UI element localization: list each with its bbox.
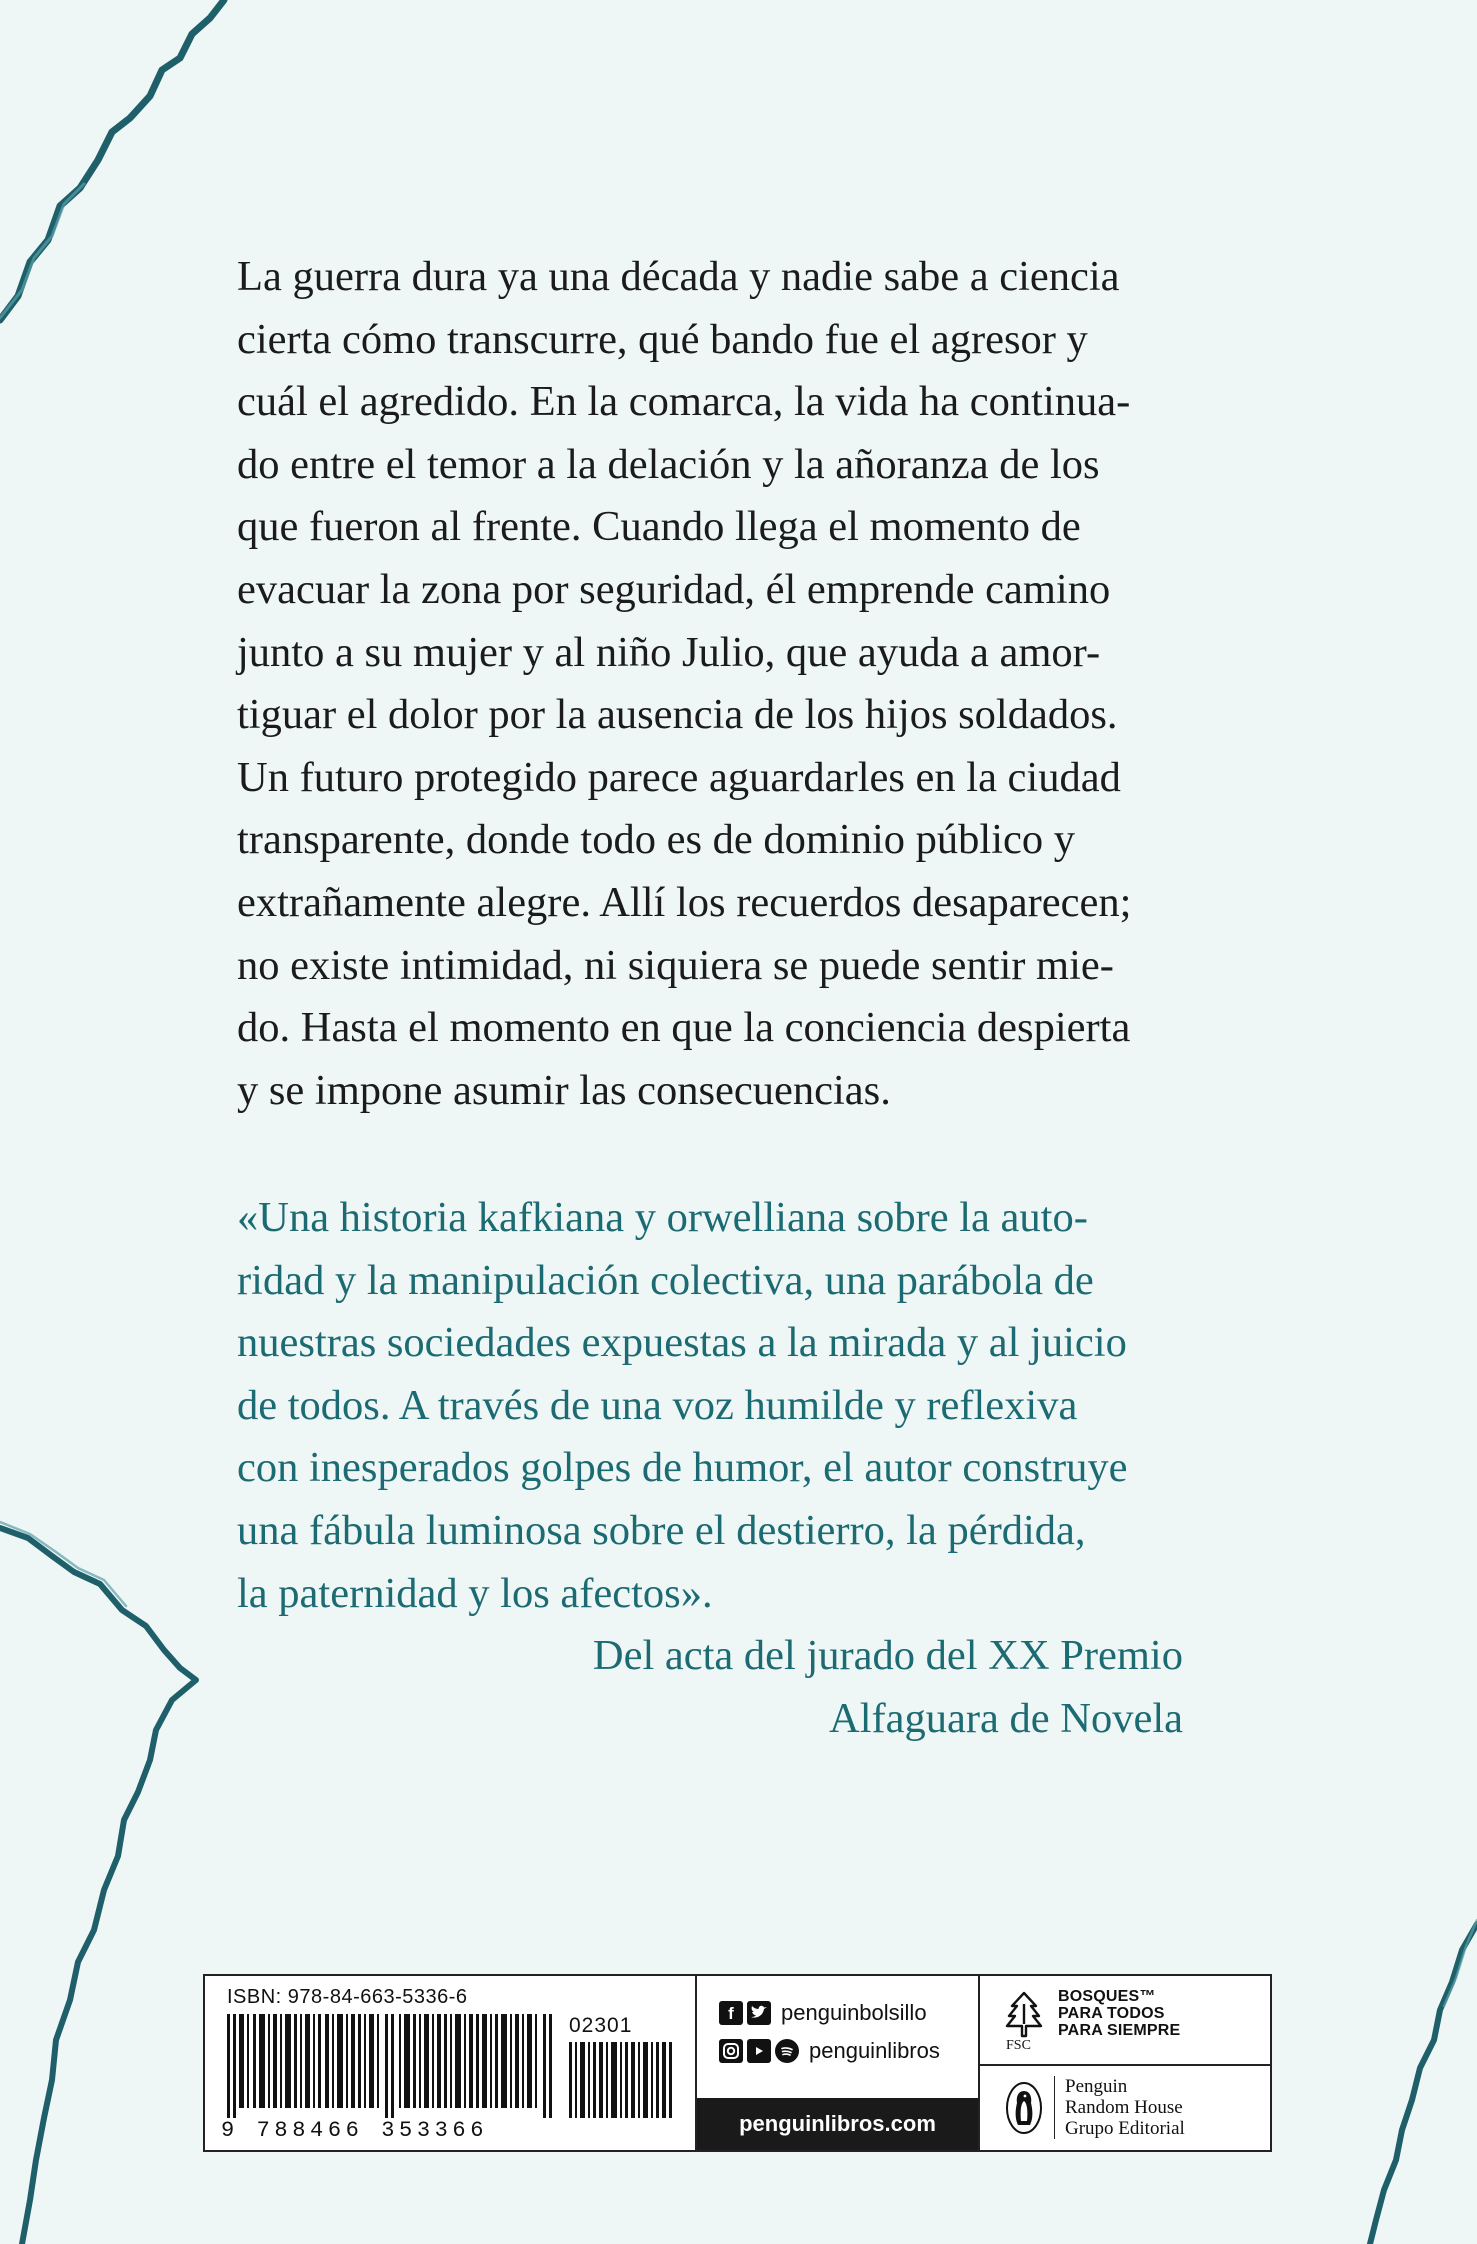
fsc-logo [1002,1988,1180,2039]
attribution-line-1: Del acta del jurado del XX Premio [592,1632,1183,1679]
isbn-barcode [227,2014,555,2118]
synopsis-line: no existe intimidad, ni siquiera se puede sentir mie- [237,941,1114,989]
synopsis-line: La guerra dura ya una década y nadie sabe a ciencia [237,253,1120,300]
spotify-icon[interactable] [775,2039,799,2063]
fsc-slogan [1058,1988,1180,2039]
fsc-slogan-line-1: BOSQUES™ [1058,1988,1156,2005]
logos-panel [978,1976,1270,2150]
quote-line: «Una historia kafkiana y orwelliana sobre la auto- [237,1194,1088,1241]
quote-line: ridad y la manipulación colectiva, una parábola de [237,1256,1094,1304]
attribution-line-2: Alfaguara de Novela [829,1694,1183,1742]
website-link[interactable]: penguinlibros.com [697,2098,978,2150]
price-addon-code: 02301 [569,2014,633,2037]
synopsis-text [237,246,1239,1122]
twitter-icon[interactable] [747,2001,771,2025]
quote-line: de todos. A través de una voz humilde y reflexiva [237,1381,1078,1429]
synopsis-line: do entre el temor a la delación y la añoranza de los [237,440,1100,488]
quote-attribution [237,1625,1183,1750]
logo-divider [980,2064,1270,2066]
synopsis-line: cuál el agredido. En la comarca, la vida ha continua- [237,378,1131,426]
synopsis-line: que fueron al frente. Cuando llega el momento de [237,503,1081,551]
addon-barcode [569,2042,673,2118]
synopsis-line: evacuar la zona por seguridad, él emprende camino [237,565,1111,613]
publisher-name [1054,2076,1185,2139]
social-handle-penguinlibros[interactable]: penguinlibros [809,2038,940,2063]
social-handle-bolsillo[interactable]: penguinbolsillo [781,2000,927,2025]
social-row-bolsillo [719,2000,927,2026]
barcode-panel [205,1976,695,2150]
synopsis-line: transparente, donde todo es de dominio público y [237,816,1076,864]
jury-quote [237,1187,1239,1625]
social-row-penguinlibros [719,2038,940,2064]
synopsis-line: extrañamente alegre. Allí los recuerdos desaparecen; [237,878,1132,926]
quote-line: una fábula luminosa sobre el destierro, la pérdida, [237,1506,1086,1554]
youtube-icon[interactable] [747,2039,771,2063]
synopsis-line: junto a su mujer y al niño Julio, que ayuda a amor- [237,628,1101,676]
synopsis-line: do. Hasta el momento en que la conciencia despierta [237,1004,1131,1052]
synopsis-line: y se impone asumir las consecuencias. [237,1066,891,1114]
quote-line: con inesperados golpes de humor, el autor construye [237,1444,1128,1492]
fsc-slogan-line-3: PARA SIEMPRE [1058,2022,1181,2039]
penguin-icon [1004,2081,1044,2135]
back-cover-info-box [203,1974,1272,2152]
fsc-label: FSC [1006,2038,1031,2053]
social-media-panel [695,1976,978,2150]
fsc-slogan-line-2: PARA TODOS [1058,2005,1165,2022]
publisher-line-1: Penguin [1065,2076,1128,2097]
publisher-line-2: Random House [1065,2097,1183,2118]
fsc-tree-icon [1002,1990,1046,2038]
penguin-random-house-logo [1004,2076,1185,2139]
quote-line: la paternidad y los afectos». [237,1569,713,1617]
isbn-label: ISBN: 978-84-663-5336-6 [227,1986,468,2008]
instagram-icon[interactable] [719,2039,743,2063]
synopsis-line: cierta cómo transcurre, qué bando fue el agresor y [237,315,1088,363]
synopsis-line: Un futuro protegido parece aguardarles en la ciudad [237,753,1121,801]
synopsis-line: tiguar el dolor por la ausencia de los hijos soldados. [237,691,1118,739]
barcode-digits: 9 788466 353366 [221,2118,489,2143]
facebook-icon[interactable]: f [719,2001,743,2025]
publisher-line-3: Grupo Editorial [1065,2118,1185,2139]
quote-line: nuestras sociedades expuestas a la mirada y al juicio [237,1319,1127,1367]
